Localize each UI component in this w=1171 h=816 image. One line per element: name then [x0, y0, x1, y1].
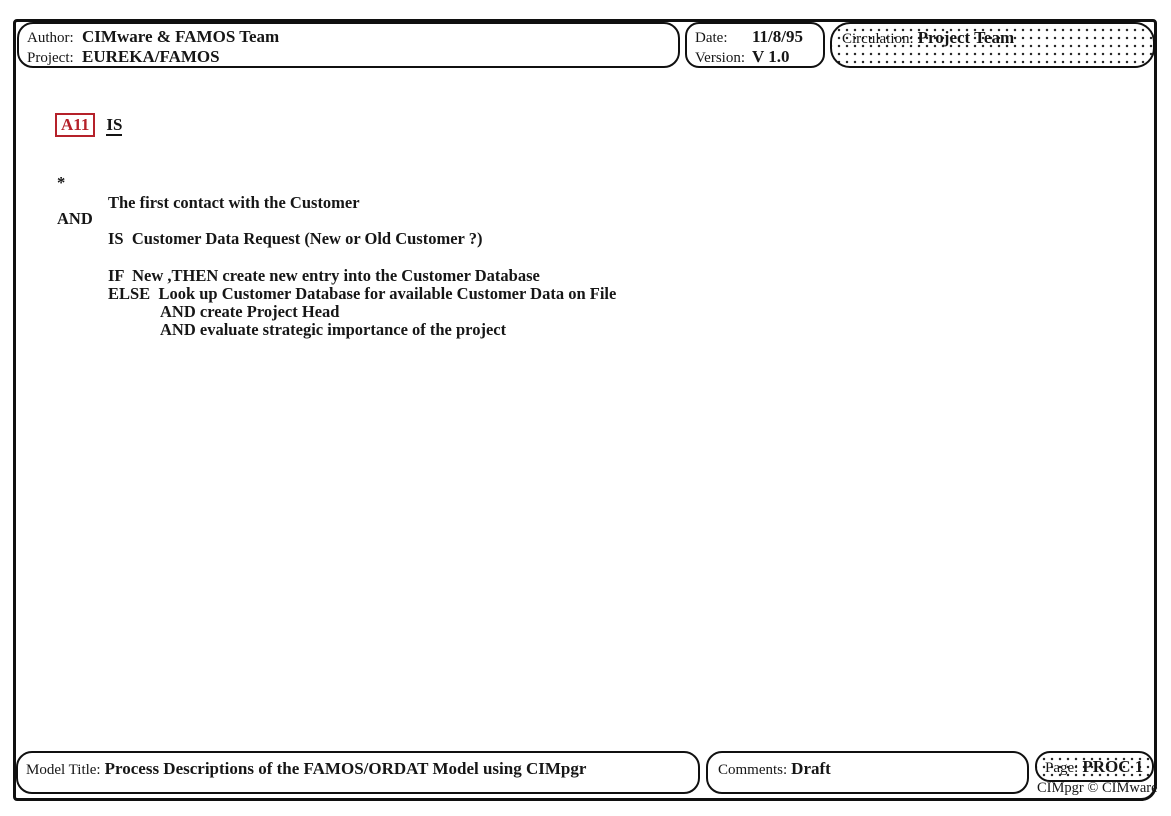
copyright-note: CIMpgr © CIMware: [1037, 780, 1158, 796]
page-value: PROC 1: [1082, 757, 1144, 776]
version-label: Version:: [695, 50, 745, 66]
comments-field: [706, 751, 1029, 794]
node-keyword: IS: [106, 115, 123, 134]
process-line: [0, 189, 1100, 248]
line-text: ELSE Look up Customer Database for available Customer Data on File: [108, 284, 617, 303]
line-prefix: AND: [57, 209, 93, 228]
node-heading: [55, 113, 122, 137]
model-title-label: Model Title:: [26, 762, 101, 778]
author-value: CIMware & FAMOS Team: [82, 27, 280, 46]
line-prefix: *: [57, 173, 66, 192]
line-text: The first contact with the Customer: [108, 193, 360, 212]
version-value: V 1.0: [752, 47, 790, 66]
page-border: [13, 19, 1157, 801]
author-project-field: [17, 22, 680, 68]
circulation-label: Circulation:: [842, 31, 914, 47]
circulation-field: [830, 22, 1155, 68]
line-text: AND create Project Head: [160, 302, 340, 321]
date-version-field: [685, 22, 825, 68]
date-value: 11/8/95: [752, 27, 804, 46]
date-label: Date:: [695, 30, 728, 46]
process-line: [0, 153, 1100, 212]
project-value: EUREKA/FAMOS: [82, 47, 220, 66]
comments-label: Comments:: [718, 762, 788, 778]
process-line: [0, 226, 1100, 285]
node-id-box: A11: [55, 113, 95, 137]
model-title-value: Process Descriptions of the FAMOS/ORDAT Model using CIMpgr: [104, 759, 587, 778]
comments-value: Draft: [791, 759, 831, 778]
author-label: Author:: [27, 30, 74, 46]
circulation-value: Project Team: [917, 28, 1015, 47]
model-title-field: [16, 751, 700, 794]
page-label: Page:: [1045, 760, 1079, 776]
line-text: IF New ,THEN create new entry into the Customer Database: [108, 266, 540, 285]
page-field: [1035, 751, 1154, 782]
line-text: AND evaluate strategic importance of the project: [160, 320, 507, 339]
project-label: Project:: [27, 50, 74, 66]
line-text: IS Customer Data Request (New or Old Customer ?): [108, 229, 483, 248]
